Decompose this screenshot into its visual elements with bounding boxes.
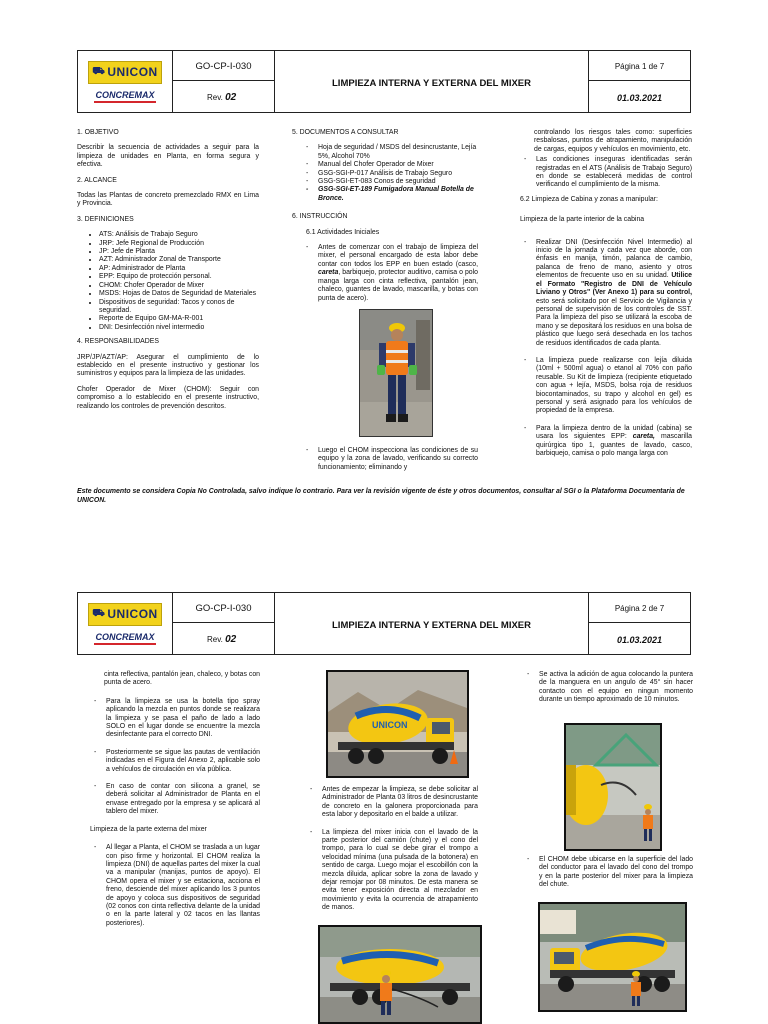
instructions-list: [523, 671, 693, 705]
text: , barbiquejo, protector auditivo, camisa o polo manga larga con cinta reflectiva, pantalón jean, chaleco, guantes de lavado, mascarilla, y botas con punta de acero).: [318, 269, 478, 302]
paragraph: Chofer Operador de Mixer (CHOM): Seguir con compromiso a lo establecido en el presente instructivo, realizando los controles de prevención descritos.: [77, 385, 259, 410]
definitions-list: [77, 231, 259, 332]
page2-column-1: [90, 671, 260, 934]
section-heading: 3. DEFINICIONES: [77, 215, 134, 223]
list-item: - La limpieza puede realizarse con lejía diluida (10ml + 500ml agua) o etanol al 70% con paño reusable. Su Kit de limpieza (recipiente etiquetado con agua + lejía, MSDS, bolsa roja de residuos biocontaminados, su trapo y alcohol en gel) es personal y será asignado para los vehículos de propiedad de la empresa.: [536, 357, 692, 416]
rev-number: 02: [225, 92, 237, 103]
page-number: Página 1 de 7: [614, 62, 665, 71]
title-cell: [275, 593, 589, 654]
list-item: - GSG-SGI-ET-189 Fumigadora Manual Botella de Bronce.: [318, 186, 478, 203]
list-item: [536, 239, 692, 348]
text: careta,: [632, 433, 655, 441]
list-item: • EPP: Equipo de protección personal.: [99, 273, 259, 281]
page2-column-3b: [523, 856, 693, 896]
chute-washing-illustration: [540, 904, 685, 1010]
revision: [207, 634, 236, 645]
concremax-logo: CONCREMAX: [95, 631, 155, 642]
instructions-list: [520, 239, 692, 459]
washing-mixer-illustration: [320, 927, 480, 1022]
text: mascarilla quirúrgica tipo 1, guantes de lavado, casco, barbiquejo, camisa o polo manga larga con: [536, 433, 692, 457]
page1-column-2: [292, 129, 478, 478]
section-heading: 5. DOCUMENTOS A CONSULTAR: [292, 129, 399, 136]
page2-column-2: [306, 786, 478, 919]
instructions-list: [292, 244, 478, 303]
uncontrolled-copy-notice: Este documento se considera Copia No Controlada, salvo indique lo contrario. Para ver la revisión vigente de éste y otros documentos, consultar al SGI o la Plataforma Documentaria de UNICON.: [77, 488, 685, 504]
washing-mixer-photo: [318, 925, 482, 1024]
instructions-list: [520, 156, 692, 190]
company-logo: [78, 51, 173, 112]
chute-washing-photo: [538, 902, 687, 1012]
truck-label: UNICON: [372, 720, 408, 730]
doc-date: 01.03.2021: [616, 635, 663, 645]
list-item: [536, 425, 692, 459]
unicon-logo: [88, 603, 162, 626]
list-item: [318, 244, 478, 303]
text: esto será solicitado por el Servicio de Vigilancia y personal de supervisión de los controles de SST. Para la limpieza del piso se utilizará la escoba de mano y se depositará los residuos en una bolsa de plástico que luego será desechada en los tachos de residuos identificados de cada planta.: [536, 297, 692, 347]
page1-column-3: [520, 129, 692, 464]
page-number: Página 2 de 7: [614, 604, 665, 613]
code-cell: [173, 51, 275, 112]
text: Utilice el Formato "Registro de DNI de Vehículo Liviano y Otros" (Ver Anexo 1) para su control,: [536, 272, 692, 297]
concremax-logo: CONCREMAX: [95, 89, 155, 100]
instructions-list: [90, 844, 260, 928]
list-item: - Luego el CHOM inspecciona las condiciones de su equipo y la zona de lavado, verificando su correcto funcionamiento; eliminando y: [318, 447, 478, 472]
subsection-heading: Limpieza de la parte interior de la cabina: [520, 216, 645, 224]
list-item: • CHOM: Chofer Operador de Mixer: [99, 282, 259, 290]
unicon-logo-text: UNICON: [107, 607, 158, 621]
list-item: • Dispositivos de seguridad: Tacos y conos de seguridad.: [99, 299, 259, 316]
list-item: - GSG-SGI-P-017 Análisis de Trabajo Seguro: [318, 170, 478, 178]
rev-label: Rev.: [207, 635, 223, 644]
list-item: - Al llegar a Planta, el CHOM se traslada a un lugar con piso firme y horizontal. El CHOM realiza la limpieza (DNI) de aquellas partes del mixer la cual va a manipular (manijas, puntos de apoyo). El CHOM opera el mixer y se estaciona, acciona el freno, desciende del mixer aplicando los 3 puntos de apoyo y coloca sus dispositivos de seguridad (02 conos con cinta reflectiva delante de la unidad o en la parte lateral y 02 tacos en las llantas posteriores).: [106, 844, 260, 928]
rev-label: Rev.: [207, 93, 223, 102]
worker-ppe-photo: [359, 309, 433, 437]
list-item: - GSG-SGI-ET-083 Conos de seguridad: [318, 178, 478, 186]
logo-underline: [94, 101, 156, 103]
subsection-heading: 6.2 Limpieza de Cabina y zonas a manipular:: [520, 195, 658, 203]
divider: [173, 80, 275, 81]
paragraph: Todas las Plantas de concreto premezclado RMX en Lima y Provincia.: [77, 192, 259, 208]
divider: [589, 622, 690, 623]
instructions-list: [90, 698, 260, 817]
list-item: • MSDS: Hojas de Datos de Seguridad de Materiales: [99, 290, 259, 298]
hose-washing-illustration: [566, 725, 660, 849]
text: Para la limpieza dentro de la unidad (cabina) se usara los siguientes EPP:: [536, 424, 692, 441]
list-item: - En caso de contar con silicona a granel, se deberá solicitar al Administrador de Planta en el envase entregado por la empresa y se aplicará al tablero del mixer.: [106, 783, 260, 817]
page1-column-1: [77, 129, 259, 418]
list-item: • AZT: Administrador Zonal de Transporte: [99, 256, 259, 264]
list-item: • JP: Jefe de Planta: [99, 248, 259, 256]
list-item: • Reporte de Equipo GM-MA-R-001: [99, 315, 259, 323]
instructions-list: [306, 786, 478, 913]
list-item: • ATS: Análisis de Trabajo Seguro: [99, 231, 259, 239]
doc-code: GO-CP-I-030: [195, 603, 252, 614]
worker-photo-illustration: [360, 310, 433, 437]
list-item: - Para la limpieza se usa la botella tipo spray aplicando la mezcla en puntos donde se realizara la limpieza y se pasa el paño de lado a lado SOLO en el lugar donde se encuentre la mezcla desinfectante para el correcto DNI.: [106, 698, 260, 740]
subsection-heading: 6.1 Actividades Iniciales: [306, 228, 380, 236]
truck-icon: ⛟: [92, 65, 106, 77]
paragraph: JRP/JP/AZT/AP: Asegurar el cumplimiento de lo establecido en el presente instructivo y gestionar los suministros y equipos para la limpieza de las unidades.: [77, 353, 259, 378]
doc-title: LIMPIEZA INTERNA Y EXTERNA DEL MIXER: [332, 620, 531, 631]
text: Realizar DNI (Desinfección Nivel Intermedio) al inicio de la jornada y cada vez que aborde, con énfasis en manija, timón, palanca de cambio, palanca de freno de mano, asiento y otros elementos de frecuente uso en su unidad.: [536, 238, 692, 280]
subsection-heading: Limpieza de la parte externa del mixer: [90, 825, 207, 833]
list-item: • JRP: Jefe Regional de Producción: [99, 240, 259, 248]
unicon-logo: [88, 61, 162, 84]
title-cell: [275, 51, 589, 112]
list-item: - Las condiciones inseguras identificadas serán registradas en el ATS (Análisis de Trabajo Seguro) en donde se establecerá medidas de control verificando el cumplimiento de la misma.: [536, 156, 692, 190]
doc-code: GO-CP-I-030: [195, 61, 252, 72]
section-heading: 4. RESPONSABILIDADES: [77, 338, 159, 346]
page2-column-3: [523, 671, 693, 711]
rev-number: 02: [225, 634, 237, 645]
text: careta: [318, 269, 339, 277]
page1-header: [77, 50, 691, 113]
list-item: - Hoja de seguridad / MSDS del desincrustante, Lejía 5%, Alcohol 70%: [318, 144, 478, 161]
text: Antes de comenzar con el trabajo de limpieza del mixer, el personal encargado de esta labor debe contar con todos los EPP en buen estado (casco,: [318, 244, 478, 268]
instructions-list: [523, 856, 693, 890]
divider: [589, 80, 690, 81]
list-item: - Manual del Chofer Operador de Mixer: [318, 161, 478, 169]
list-item: • AP: Administrador de Planta: [99, 265, 259, 273]
section-heading: 1. OBJETIVO: [77, 129, 119, 136]
paragraph: controlando los riesgos tales como: superficies resbalosas, puntos de atrapamiento, manipulación de cargas, equipos y vehículos en movimiento, etc.: [534, 129, 692, 153]
doc-date: 01.03.2021: [616, 93, 663, 103]
page2-header: [77, 592, 691, 655]
documents-list: [292, 144, 478, 203]
list-item: - El CHOM debe ubicarse en la superficie del lado del conductor para el lavado del cono del trompo y en la parte posterior del mixer para la limpieza del chute.: [539, 856, 693, 890]
list-item: - Antes de empezar la limpieza, se debe solicitar al Administrador de Planta 03 litros de desincrustante de concreto en la galonera proporcionada para esta labor y depositarlo en el balde a utilizar.: [322, 786, 478, 820]
company-logo: [78, 593, 173, 654]
list-item: - Se activa la adición de agua colocando la puntera de la manguera en un angulo de 45° sin hacer contacto con el equipo en ningun momento durante un tiempo aproximado de 10 minutos.: [539, 671, 693, 705]
instructions-list: [292, 447, 478, 472]
list-item: - La limpieza del mixer inicia con el lavado de la parte posterior del camión (chute) y el cono del trompo, para lo cual se debe girar el trompo a velocidad mínima (una pulsada de la botonera) en sentido de carga. Luego mojar el escobillón con la mezcla diluida, aplicar sobre la zona de lavado y dejar remojar por 08 minutos. De esta manera se evita tener exposición directa al mezclador en movimiento y evita la ocurrencia de atrapamiento de manos.: [322, 829, 478, 913]
hose-washing-photo: [564, 723, 662, 851]
list-item: - Posteriormente se sigue las pautas de ventilación indicadas en el Figura del Anexo 2, aplicable solo a vehículos de circulación en vía pública.: [106, 749, 260, 774]
paragraph: cinta reflectiva, pantalón jean, chaleco, y botas con punta de acero.: [104, 671, 260, 687]
logo-underline: [94, 643, 156, 645]
divider: [173, 622, 275, 623]
mixer-truck-photo: [326, 670, 469, 778]
section-heading: 6. INSTRUCCIÓN: [292, 213, 348, 221]
paragraph: Describir la secuencia de actividades a seguir para la limpieza de unidades en Planta, en forma segura y efectiva.: [77, 144, 259, 169]
code-cell: [173, 593, 275, 654]
unicon-logo-text: UNICON: [107, 65, 158, 79]
revision: [207, 92, 236, 103]
section-heading: 2. ALCANCE: [77, 176, 117, 184]
doc-title: LIMPIEZA INTERNA Y EXTERNA DEL MIXER: [332, 78, 531, 89]
mixer-truck-illustration: [328, 672, 467, 776]
list-item: • DNI: Desinfección nivel intermedio: [99, 324, 259, 332]
truck-icon: ⛟: [92, 607, 106, 619]
